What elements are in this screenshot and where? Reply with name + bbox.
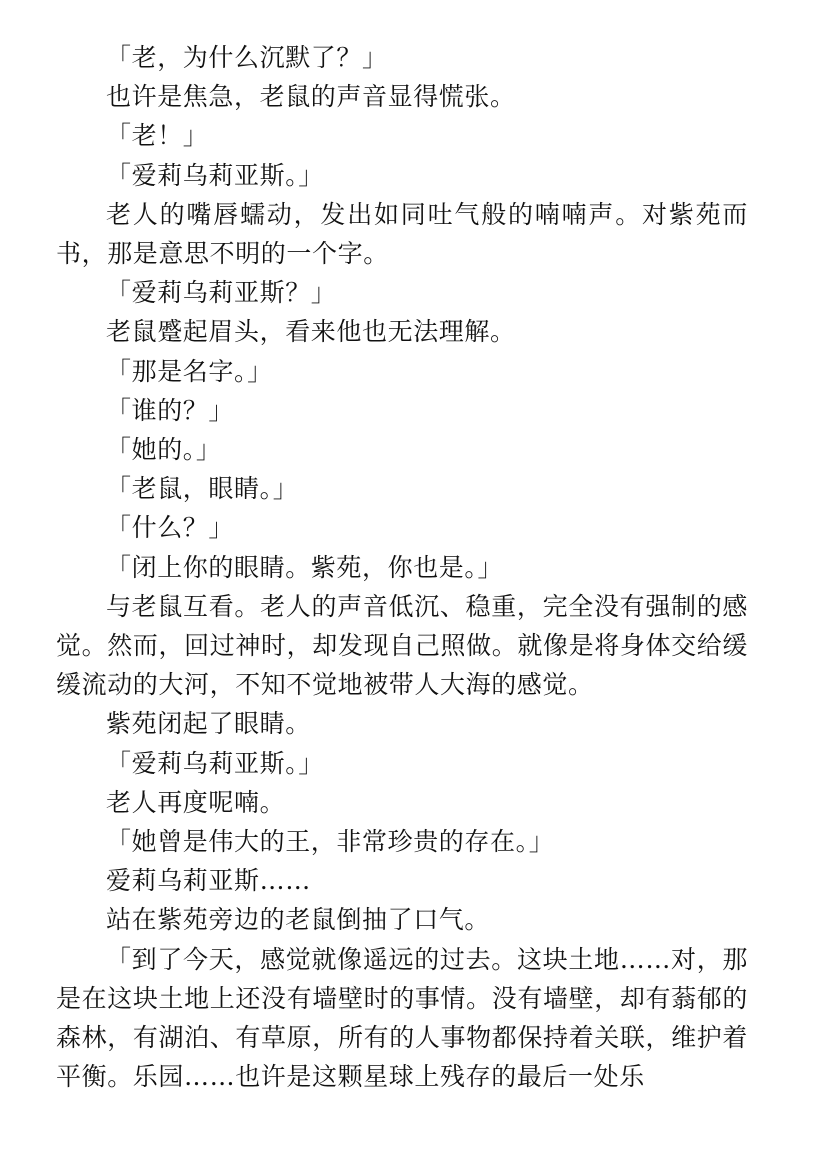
paragraph: 「那是名字。」 (106, 356, 273, 386)
paragraph: 紫苑闭起了眼睛。 (106, 709, 311, 739)
paragraph: 站在紫苑旁边的老鼠倒抽了口气。 (106, 905, 491, 935)
paragraph: 「爱莉乌莉亚斯。」 (106, 748, 324, 778)
paragraph: 也许是焦急，老鼠的声音显得慌张。 (106, 82, 516, 112)
paragraph: 「到了今天，感觉就像遥远的过去。这块土地……对，那是在这块土地上还没有墙壁时的事情。没有墙壁，却有蓊郁的森林，有湖泊、有草原，所有的人事物都保持着关联，维护着平衡。乐园……也许是这颗星球上残存的最后一处乐 (56, 944, 748, 1092)
paragraph: 「老，为什么沉默了？」 (106, 43, 388, 72)
paragraph: 老鼠蹙起眉头，看来他也无法理解。 (106, 317, 516, 347)
paragraph: 「谁的？」 (106, 395, 235, 425)
paragraph: 「她曾是伟大的王，非常珍贵的存在。」 (106, 827, 555, 857)
paragraph: 「闭上你的眼睛。紫苑，你也是。」 (106, 552, 504, 582)
paragraph: 「爱莉乌莉亚斯？」 (106, 278, 337, 308)
paragraph: 老人再度呢喃。 (106, 787, 286, 817)
paragraph: 「老鼠，眼睛。」 (106, 474, 299, 504)
paragraph: 「什么？」 (106, 513, 235, 543)
paragraph: 「爱莉乌莉亚斯。」 (106, 160, 324, 190)
paragraph: 「老！」 (106, 121, 209, 151)
paragraph: 老人的嘴唇蠕动，发出如同吐气般的喃喃声。对紫苑而书，那是意思不明的一个字。 (56, 199, 748, 269)
paragraph: 与老鼠互看。老人的声音低沉、稳重，完全没有强制的感觉。然而，回过神时，却发现自己照做。就像是将身体交给缓缓流动的大河，不知不觉地被带人大海的感觉。 (56, 591, 748, 700)
paragraph: 爱莉乌莉亚斯…… (106, 866, 311, 896)
page-body (56, 38, 748, 1096)
paragraph: 「她的。」 (106, 435, 222, 465)
